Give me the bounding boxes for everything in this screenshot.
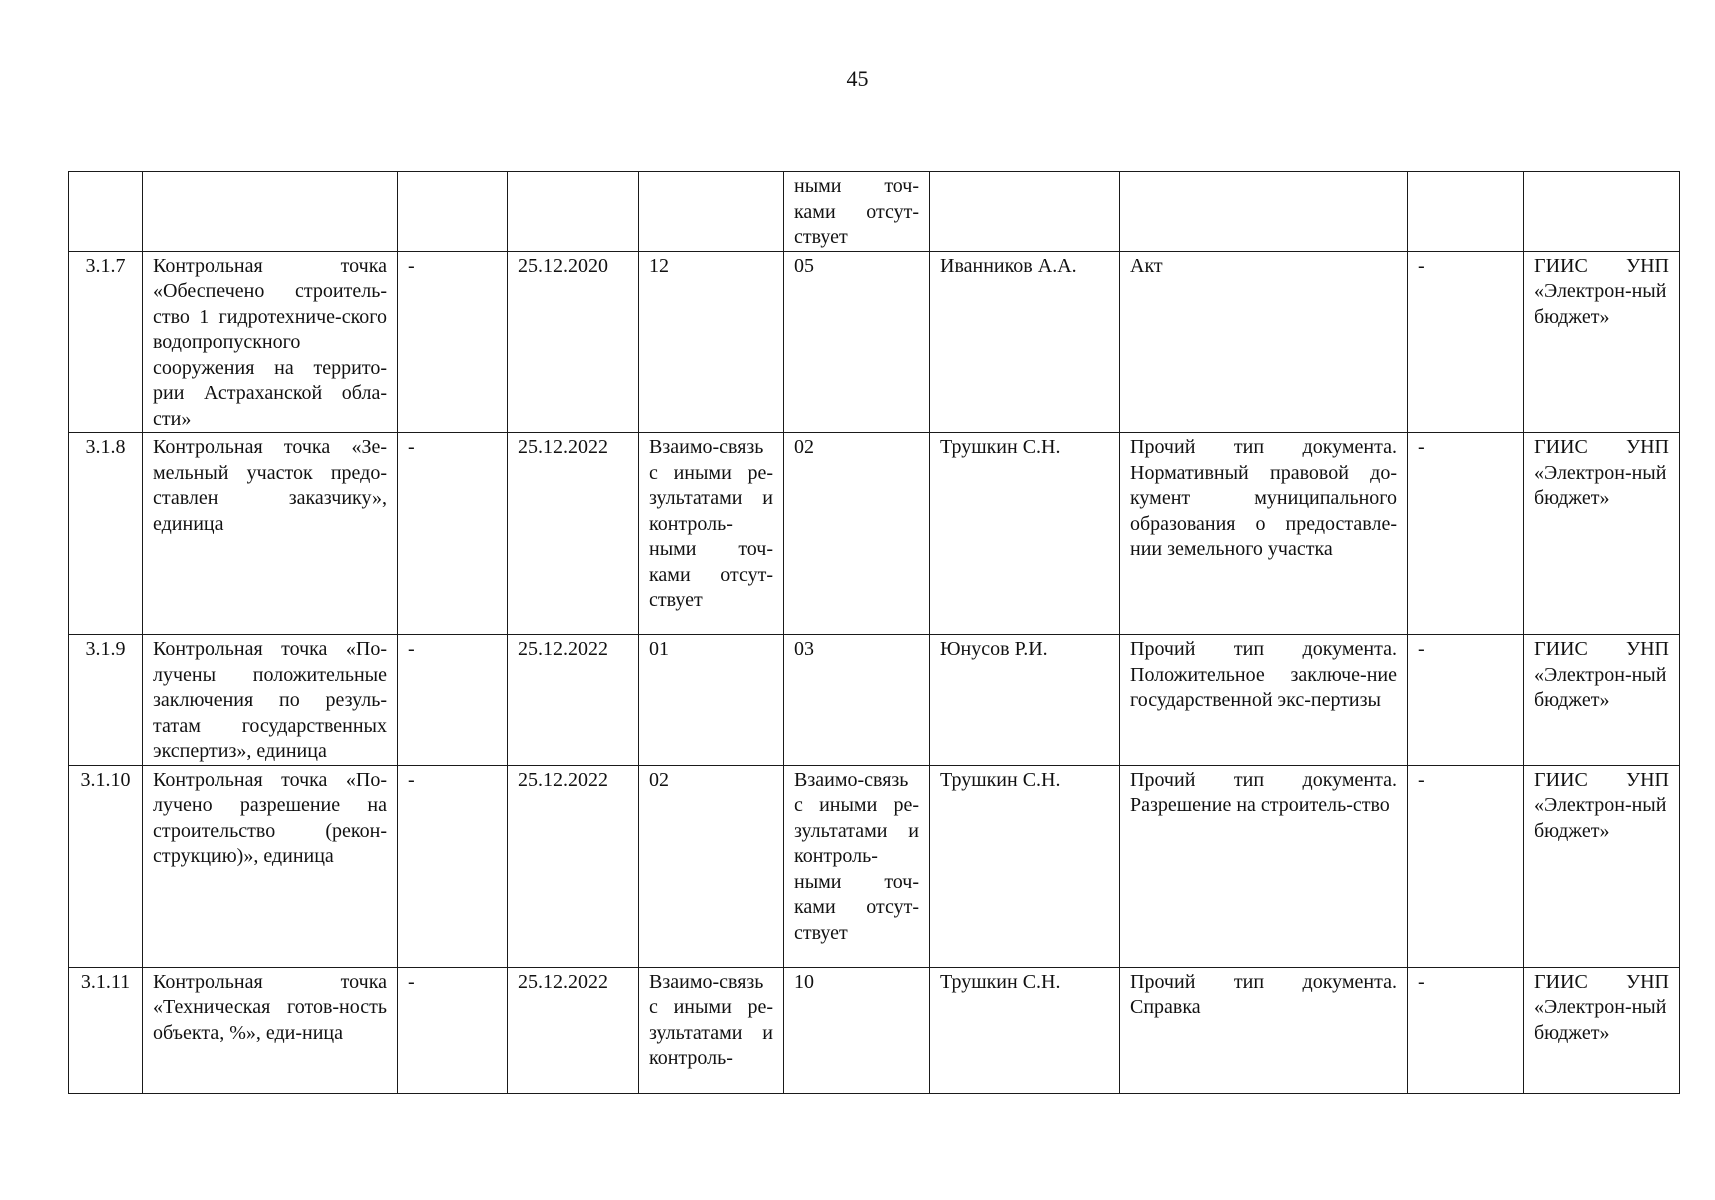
cell-col3: -: [398, 251, 508, 433]
table-row: [69, 433, 1680, 635]
cell-col5: Взаимо-связь с иными ре-зультатами и контроль-ными точ-ками отсут-ствует: [639, 433, 784, 635]
cell-date: 25.12.2020: [508, 251, 639, 433]
cell-col9: [1408, 172, 1524, 252]
cell-document: Прочий тип документа. Положительное заключе-ние государственной экс-пертизы: [1120, 635, 1408, 766]
cell-document: Прочий тип документа. Нормативный правовой до-кумент муниципального образования о предоставле-нии земельного участка: [1120, 433, 1408, 635]
cell-col9: -: [1408, 765, 1524, 967]
cell-num: 3.1.8: [69, 433, 143, 635]
cell-responsible: Трушкин С.Н.: [930, 433, 1120, 635]
cell-col9: -: [1408, 251, 1524, 433]
table-row: [69, 765, 1680, 967]
cell-date: 25.12.2022: [508, 635, 639, 766]
cell-responsible: [930, 172, 1120, 252]
cell-num: 3.1.10: [69, 765, 143, 967]
cell-num: [69, 172, 143, 252]
page-number: 45: [846, 66, 869, 91]
cell-document: Прочий тип документа. Разрешение на строитель-ство: [1120, 765, 1408, 967]
cell-date: 25.12.2022: [508, 433, 639, 635]
cell-col3: [398, 172, 508, 252]
cell-name: Контрольная точка «Обеспечено строитель-ство 1 гидротехниче-ского водопропускного сооружения на террито-рии Астраханской обла-сти»: [143, 251, 398, 433]
cell-col3: -: [398, 433, 508, 635]
cell-name: Контрольная точка «По-лучено разрешение на строительство (рекон-струкцию)», единица: [143, 765, 398, 967]
cell-system: [1524, 172, 1680, 252]
cell-col5: Взаимо-связь с иными ре-зультатами и контроль-: [639, 967, 784, 1093]
cell-date: 25.12.2022: [508, 967, 639, 1093]
cell-responsible: Трушкин С.Н.: [930, 967, 1120, 1093]
cell-col5: [639, 172, 784, 252]
cell-system: ГИИС УНП «Электрон-ный бюджет»: [1524, 765, 1680, 967]
cell-responsible: Юнусов Р.И.: [930, 635, 1120, 766]
cell-responsible: Трушкин С.Н.: [930, 765, 1120, 967]
cell-col3: -: [398, 635, 508, 766]
cell-system: ГИИС УНП «Электрон-ный бюджет»: [1524, 635, 1680, 766]
cell-name: [143, 172, 398, 252]
cell-num: 3.1.11: [69, 967, 143, 1093]
cell-responsible: Иванников А.А.: [930, 251, 1120, 433]
cell-name: Контрольная точка «Зе-мельный участок предо-ставлен заказчику», единица: [143, 433, 398, 635]
table-row: [69, 251, 1680, 433]
cell-num: 3.1.9: [69, 635, 143, 766]
cell-system: ГИИС УНП «Электрон-ный бюджет»: [1524, 251, 1680, 433]
cell-col6: 10: [784, 967, 930, 1093]
cell-col6: Взаимо-связь с иными ре-зультатами и контроль-ными точ-ками отсут-ствует: [784, 765, 930, 967]
cell-system: ГИИС УНП «Электрон-ный бюджет»: [1524, 967, 1680, 1093]
cell-document: Акт: [1120, 251, 1408, 433]
cell-col3: -: [398, 967, 508, 1093]
control-points-table: [68, 171, 1680, 1094]
cell-col5: 02: [639, 765, 784, 967]
cell-date: [508, 172, 639, 252]
cell-name: Контрольная точка «Техническая готов-ность объекта, %», еди-ница: [143, 967, 398, 1093]
cell-col6: 03: [784, 635, 930, 766]
cell-col9: -: [1408, 967, 1524, 1093]
table-row: [69, 635, 1680, 766]
cell-document: Прочий тип документа. Справка: [1120, 967, 1408, 1093]
cell-col6: 02: [784, 433, 930, 635]
cell-num: 3.1.7: [69, 251, 143, 433]
cell-col6: ными точ-ками отсут-ствует: [784, 172, 930, 252]
cell-col9: -: [1408, 433, 1524, 635]
cell-col6: 05: [784, 251, 930, 433]
cell-col3: -: [398, 765, 508, 967]
cell-name: Контрольная точка «По-лучены положительные заключения по резуль-татам государственных экспертиз», единица: [143, 635, 398, 766]
cell-date: 25.12.2022: [508, 765, 639, 967]
cell-col9: -: [1408, 635, 1524, 766]
cell-col5: 01: [639, 635, 784, 766]
cell-system: ГИИС УНП «Электрон-ный бюджет»: [1524, 433, 1680, 635]
cell-document: [1120, 172, 1408, 252]
table-row-continuation: [69, 172, 1680, 252]
table-row: [69, 967, 1680, 1093]
cell-col5: 12: [639, 251, 784, 433]
